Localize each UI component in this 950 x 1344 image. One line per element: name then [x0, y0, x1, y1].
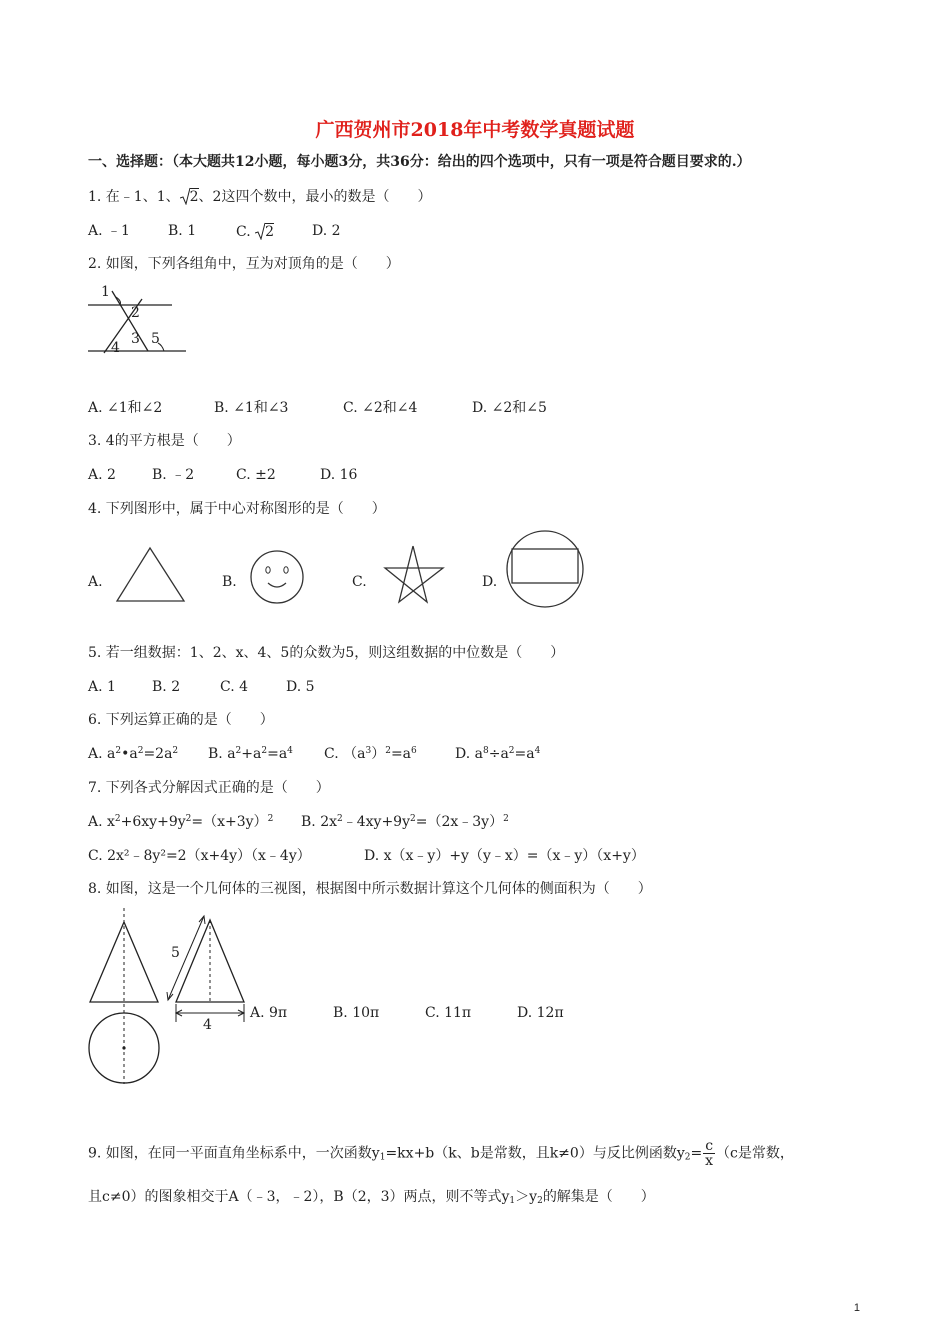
q1-option-b: B. 1	[168, 223, 197, 239]
q8-option-a: A. 9π	[250, 1005, 288, 1021]
star-figure	[379, 544, 447, 606]
q9-sub-2b: 2	[537, 1196, 543, 1206]
q5-stem: 5. 若一组数据：1、2、x、4、5的众数为5，则这组数据的中位数是（ ）	[88, 645, 565, 661]
q8-stem: 8. 如图，这是一个几何体的三视图，根据图中所示数据计算这个几何体的侧面积为（ ）	[88, 881, 652, 897]
page-number: 1	[853, 1302, 860, 1314]
q9-sub-1b: 1	[509, 1196, 516, 1206]
q9-line2-post: 的解集是（ ）	[542, 1189, 655, 1205]
q6-option-c: C. $(a^3)^2=a^6$	[324, 746, 417, 762]
q3-option-d: D. 16	[320, 467, 358, 483]
q1-option-c-label: C.	[236, 224, 251, 240]
q8-option-d: D. 12π	[517, 1005, 564, 1021]
triangle-figure	[114, 545, 188, 605]
q6-stem: 6. 下列运算正确的是（ ）	[88, 712, 274, 728]
q2-option-d: D. ∠2和∠5	[472, 400, 547, 416]
q4-option-a: A.	[88, 574, 103, 590]
smiley-face-figure	[249, 549, 305, 605]
q8-base-label: 4	[203, 1017, 212, 1033]
q4-option-d: D.	[482, 574, 498, 590]
q4-option-b: B.	[222, 574, 237, 590]
q9-line-1: 9. 如图，在同一平面直角坐标系中，一次函数$y_1=kx+b(k$、b是常数，且k≠0）与反比例函数$y_2=$ $\frac{c}{x}$ （c是常数，	[88, 1138, 794, 1169]
circle-rectangle-figure	[505, 529, 585, 609]
q2-label-2: 2	[131, 305, 140, 321]
q9-line1-mid: =kx+b（k、b是常数，且k≠0）与反比例函数y	[385, 1145, 685, 1162]
q9-frac-num: c	[705, 1138, 714, 1154]
q1-option-c	[236, 222, 274, 241]
q1-stem	[88, 187, 431, 206]
q2-stem: 2. 如图，下列各组角中，互为对顶角的是（ ）	[88, 256, 400, 272]
q8-option-c: C. 11π	[425, 1005, 472, 1021]
q3-option-b: B. ﹣2	[152, 467, 195, 483]
q7-option-a: A. $x^2+6xy+9y^2=(x+3y)^2$	[88, 814, 274, 830]
q1-sqrt	[180, 187, 199, 206]
q1-option-a: A. ﹣1	[88, 223, 130, 239]
q5-option-c: C. 4	[220, 679, 249, 695]
q5-option-b: B. 2	[152, 679, 181, 695]
q5-option-d: D. 5	[286, 679, 315, 695]
q2-option-a: A. ∠1和∠2	[88, 400, 163, 416]
q3-option-c: C. ±2	[236, 467, 276, 483]
q1-option-c-radicand: 2	[265, 224, 275, 240]
q6-option-a: A. $a^2•a^2=2a^2$	[88, 746, 179, 762]
q9-fraction	[703, 1139, 715, 1168]
q4-option-c: C.	[352, 574, 367, 590]
sqrt-symbol	[255, 222, 265, 240]
q1-stem-post: 、2这四个数中，最小的数是（ ）	[198, 189, 432, 205]
q8-option-b: B. 10π	[333, 1005, 380, 1021]
section-heading: 一、选择题：（本大题共12小题，每小题3分，共36分：给出的四个选项中，只有一项是符合题目要求的.）	[88, 154, 751, 170]
q1-option-d: D. 2	[312, 223, 341, 239]
q9-line-2	[88, 1188, 655, 1206]
q4-stem: 4. 下列图形中，属于中心对称图形的是（ ）	[88, 501, 386, 517]
q3-option-a: A. 2	[88, 467, 116, 483]
three-view-figure	[86, 906, 256, 1090]
q2-label-3: 3	[131, 331, 140, 347]
page-title: 广西贺州市2018年中考数学真题试题	[315, 119, 635, 141]
q9-line1-post: （c是常数，	[716, 1145, 794, 1162]
q9-line2-mid: ＞y	[515, 1189, 538, 1205]
q5-option-a: A. 1	[88, 679, 116, 695]
q7-option-d: D. x（x﹣y）+y（y﹣x）=（x﹣y）（x+y）	[364, 848, 645, 864]
q9-line1-pre: 9. 如图，在同一平面直角坐标系中，一次函数y	[88, 1145, 380, 1162]
q2-option-c: C. ∠2和∠4	[343, 400, 418, 416]
q6-option-b: B. $a^2+a^2=a^4$	[208, 746, 293, 762]
q9-sub-2: 2	[684, 1152, 691, 1163]
q7-option-b: B. $2x^2﹣4xy+9y^2=(2x﹣3y)^2$	[301, 814, 509, 830]
q9-frac-den: x	[705, 1153, 714, 1169]
q2-label-1: 1	[101, 284, 110, 300]
q1-radicand: 2	[189, 189, 199, 205]
q6-option-d: D. $a^8\div a^2=a^4$	[455, 746, 541, 762]
q8-slant-label: 5	[171, 945, 180, 961]
q3-stem: 3. 4的平方根是（ ）	[88, 433, 241, 449]
q2-label-5: 5	[151, 331, 160, 347]
q9-sub-1: 1	[379, 1152, 386, 1163]
q7-option-c: C. 2x²﹣8y²=2（x+4y）（x﹣4y）	[88, 848, 311, 864]
q1-stem-pre: 1. 在﹣1、1、	[88, 189, 180, 205]
q2-option-b: B. ∠1和∠3	[214, 400, 289, 416]
q7-stem: 7. 下列各式分解因式正确的是（ ）	[88, 780, 330, 796]
q2-label-4: 4	[111, 340, 120, 356]
q9-line2-pre: 且c≠0）的图象相交于A（﹣3，﹣2），B（2，3）两点，则不等式y	[88, 1189, 510, 1205]
